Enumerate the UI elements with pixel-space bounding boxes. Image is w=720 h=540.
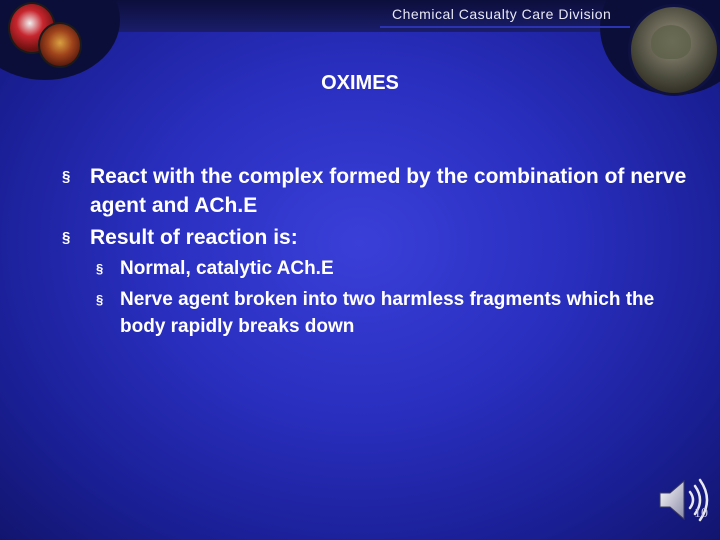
header-underline	[380, 26, 630, 28]
bullet-text: Result of reaction is:	[90, 226, 298, 249]
bullet-item	[62, 223, 702, 252]
slide-title: OXIMES	[321, 72, 399, 94]
sub-bullet-item	[96, 286, 702, 340]
bullet-text: React with the complex formed by the combination of nerve agent and ACh.E	[90, 165, 687, 217]
bullet-text: Nerve agent broken into two harmless fragments which the body rapidly breaks down	[120, 289, 655, 337]
bullet-marker: §	[62, 168, 71, 185]
bullet-marker: §	[62, 229, 71, 246]
page-number: 10	[694, 506, 708, 521]
bullet-list	[62, 162, 702, 344]
sub-bullet-item	[96, 255, 702, 282]
bullet-marker: §	[96, 292, 104, 307]
bullet-text: Normal, catalytic ACh.E	[120, 258, 334, 279]
bullet-marker: §	[96, 261, 104, 276]
unit-crest-logo	[38, 22, 82, 68]
division-name: Chemical Casualty Care Division	[392, 6, 612, 22]
bullet-item	[62, 162, 702, 220]
